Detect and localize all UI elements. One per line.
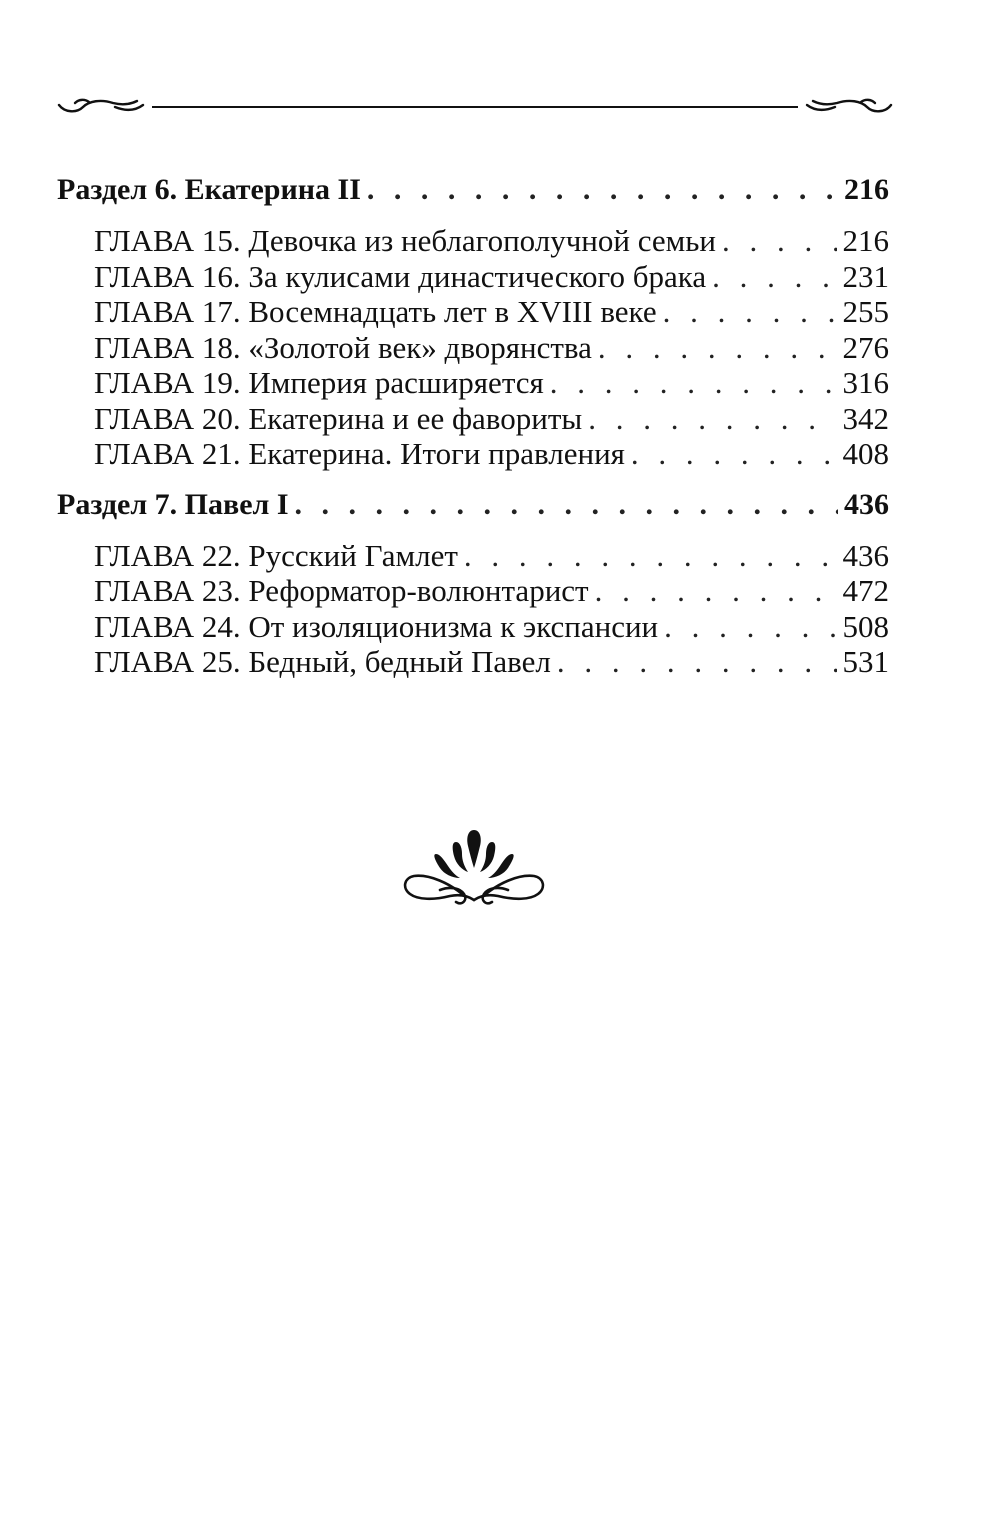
chapter-page: 255	[842, 294, 889, 329]
chapter-title: ГЛАВА 15. Девочка из неблагополучной семьи	[94, 223, 716, 258]
chapter-title: ГЛАВА 21. Екатерина. Итоги правления	[94, 436, 625, 471]
chapter-page: 408	[842, 436, 889, 471]
chapter-title: ГЛАВА 17. Восемнадцать лет в XVIII веке	[94, 294, 657, 329]
dot-leader	[664, 609, 836, 645]
toc-chapter-23[interactable]	[57, 573, 889, 609]
dot-leader	[663, 294, 837, 330]
toc-chapter-15[interactable]	[57, 223, 889, 259]
chapter-page: 472	[842, 573, 889, 608]
dot-leader	[588, 401, 836, 437]
dot-leader	[464, 538, 837, 574]
chapter-title: ГЛАВА 22. Русский Гамлет	[94, 537, 458, 573]
toc-chapter-17[interactable]	[57, 294, 889, 330]
toc-chapter-20[interactable]	[57, 401, 889, 437]
dot-leader	[595, 573, 837, 609]
chapter-page: 508	[842, 608, 889, 644]
toc-chapter-16[interactable]	[57, 259, 889, 295]
chapter-page: 342	[842, 400, 889, 436]
section-title: Раздел 7. Павел I	[57, 487, 289, 521]
dot-leader	[631, 436, 837, 472]
chapter-title: ГЛАВА 16. За кулисами династического брака	[94, 258, 707, 294]
dot-leader	[550, 365, 837, 401]
chapter-title: ГЛАВА 24. От изоляционизма к экспансии	[94, 608, 659, 644]
chapter-page: 216	[842, 223, 889, 258]
dot-leader	[598, 330, 837, 366]
chapter-page: 231	[842, 258, 889, 294]
header-divider-ornament	[55, 93, 895, 123]
toc-chapter-19[interactable]	[57, 365, 889, 401]
chapter-page: 316	[842, 365, 889, 400]
table-of-contents	[57, 172, 889, 680]
section-title: Раздел 6. Екатерина II	[57, 173, 361, 206]
section-7-chapters	[57, 538, 889, 680]
dot-leader	[367, 172, 838, 208]
toc-section-6[interactable]	[57, 172, 889, 208]
section-page: 216	[844, 173, 889, 206]
dot-leader	[295, 487, 838, 523]
section-page: 436	[844, 487, 889, 521]
dot-leader	[557, 644, 837, 680]
chapter-title: ГЛАВА 19. Империя расширяется	[94, 365, 544, 400]
footer-ornament-icon	[400, 828, 548, 910]
chapter-title: ГЛАВА 18. «Золотой век» дворянства	[94, 329, 592, 365]
toc-chapter-22[interactable]	[57, 538, 889, 574]
chapter-title: ГЛАВА 23. Реформатор-волюнтарист	[94, 573, 589, 608]
chapter-title: ГЛАВА 25. Бедный, бедный Павел	[94, 644, 551, 679]
dot-leader	[712, 259, 836, 295]
toc-chapter-21[interactable]	[57, 436, 889, 472]
toc-chapter-18[interactable]	[57, 330, 889, 366]
chapter-page: 436	[842, 537, 889, 573]
dot-leader	[722, 223, 837, 259]
chapter-page: 276	[842, 329, 889, 365]
toc-section-7[interactable]	[57, 487, 889, 523]
toc-chapter-25[interactable]	[57, 644, 889, 680]
toc-chapter-24[interactable]	[57, 609, 889, 645]
section-6-chapters	[57, 223, 889, 472]
chapter-page: 531	[842, 644, 889, 679]
chapter-title: ГЛАВА 20. Екатерина и ее фавориты	[94, 400, 583, 436]
